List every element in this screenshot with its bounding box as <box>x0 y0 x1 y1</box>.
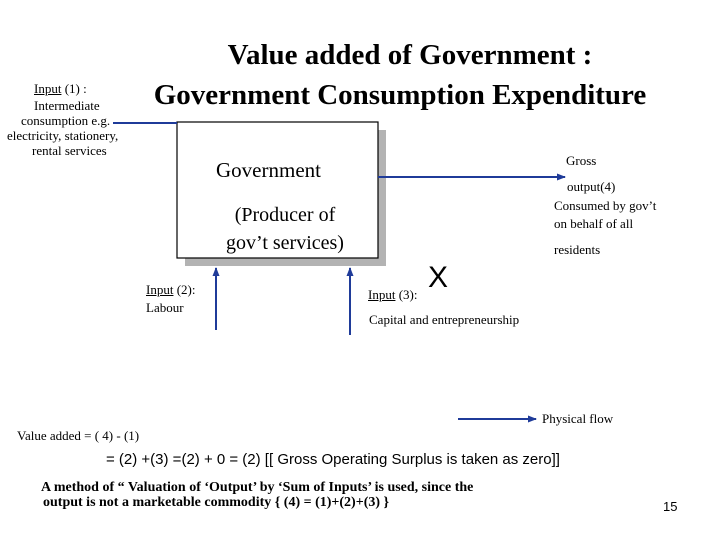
input-2-heading <box>146 282 195 297</box>
input-3-link[interactable]: Input <box>368 287 396 302</box>
input-2-labour: Labour <box>146 300 184 315</box>
input-2-number: (2): <box>176 282 196 297</box>
input-1-line-3: electricity, stationery, <box>7 128 119 143</box>
output-line-3: Consumed by gov’t <box>554 198 657 213</box>
input-1-number: (1) : <box>64 81 87 96</box>
producer-label <box>200 201 370 257</box>
title-line-1: Value added of Government : <box>227 39 593 71</box>
government-label: Government <box>216 158 321 182</box>
input-1-line-4: rental services <box>32 143 107 158</box>
input-2-link[interactable]: Input <box>146 282 174 297</box>
producer-line-2: gov’t services) <box>226 232 344 254</box>
method-line-1: A method of “ Valuation of ‘Output’ by ‘Sum of Inputs’ is used, since the <box>41 480 474 495</box>
equation-line: = (2) +(3) =(2) + 0 = (2) [[ Gross Operating Surplus is taken as zero]] <box>106 451 560 468</box>
input-1-line-2: consumption e.g. <box>21 113 111 128</box>
value-added-formula: Value added = ( 4) - (1) <box>17 428 140 443</box>
output-line-5: residents <box>554 242 601 257</box>
title-line-2: Government Consumption Expenditure <box>153 79 647 111</box>
input-3-number: (3): <box>398 287 418 302</box>
output-line-4: on behalf of all <box>554 216 634 231</box>
input-1-link[interactable]: Input <box>34 81 62 96</box>
input-3-heading <box>368 287 417 302</box>
producer-line-1: (Producer of <box>234 204 336 226</box>
output-line-1: Gross <box>566 153 597 168</box>
input-1-line-1: Intermediate <box>34 98 100 113</box>
input-3-zero-mark: X <box>428 261 449 294</box>
method-line-2: output is not a marketable commodity { (4) = (1)+(2)+(3) } <box>43 495 390 510</box>
output-line-2: output(4) <box>567 179 616 194</box>
legend-label: Physical flow <box>542 411 614 426</box>
input-3-capital: Capital and entrepreneurship <box>369 312 520 327</box>
page-number: 15 <box>663 499 678 514</box>
